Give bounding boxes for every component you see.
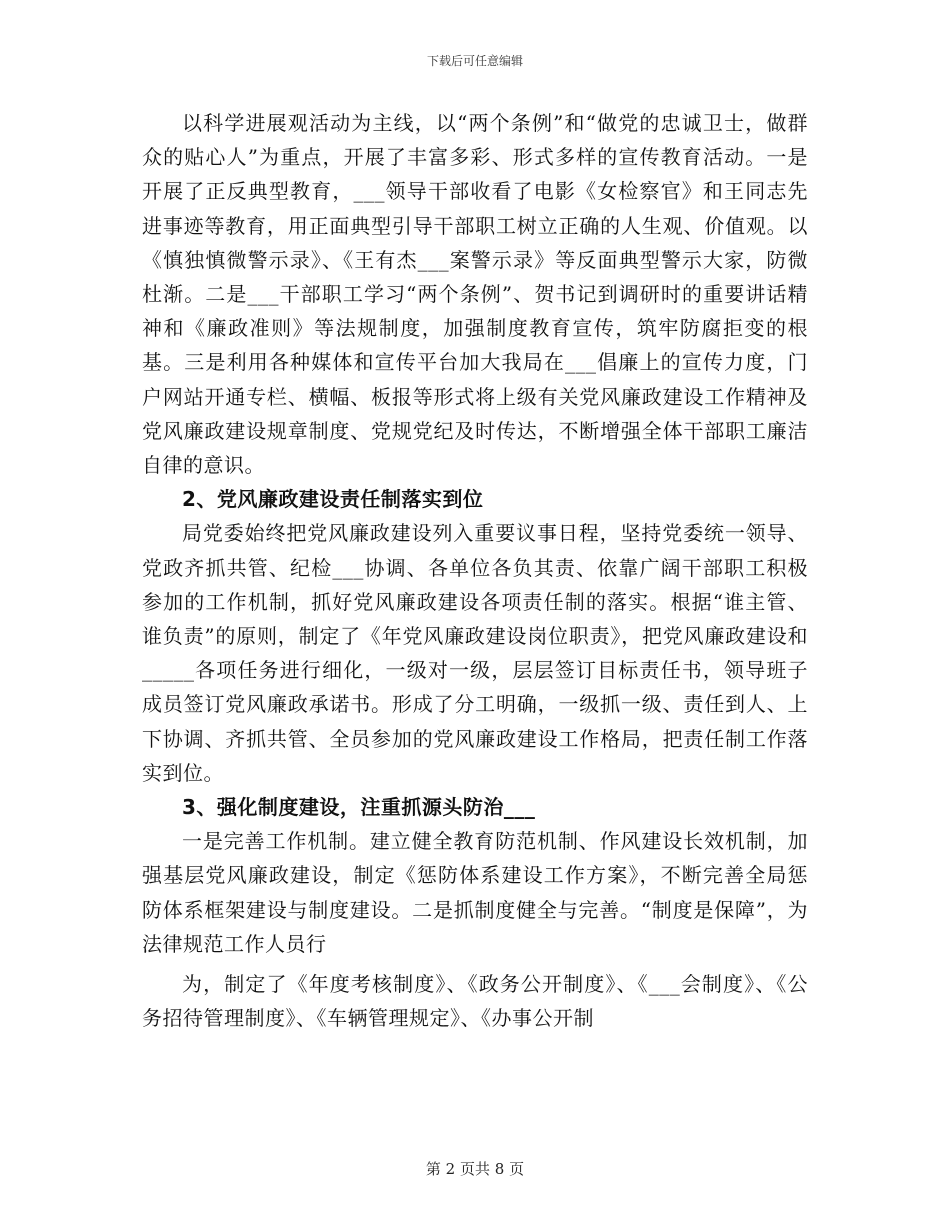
document-body: [142, 106, 808, 1035]
page-header: 下载后可任意编辑: [426, 54, 523, 68]
section-heading-responsibility: 2、党风廉政建设责任制落实到位: [182, 487, 484, 512]
paragraph-system-building: 一是完善工作机制。建立健全教育防范机制、作风建设长效机制，加强基层党风廉政建设，制定《惩防体系建设工作方案》，不断完善全局惩防体系框架建设与制度建设。二是抓制度健全与完善。“制度是保障”，为法律规范工作人员行: [142, 829, 808, 956]
section-heading-system-building: 3、强化制度建设，注重抓源头防治___: [182, 795, 536, 820]
page-number: 第 2 页共 8 页: [425, 1160, 525, 1178]
paragraph-responsibility: 局党委始终把党风廉政建设列入重要议事日程，坚持党委统一领导、党政齐抓共管、纪检___协调、各单位各负其责、依靠广阔干部职工积极参加的工作机制，抓好党风廉政建设各项责任制的落实。根据“谁主管、谁负责”的原则，制定了《年党风廉政建设岗位职责》，把党风廉政建设和_____各项任务进行细化，一级对一级，层层签订目标责任书，领导班子成员签订党风廉政承诺书。形成了分工明确，一级抓一级、责任到人、上下协调、齐抓共管、全员参加的党风廉政建设工作格局，把责任制工作落实到位。: [142, 521, 808, 785]
paragraph-education: 以科学进展观活动为主线，以“两个条例”和“做党的忠诚卫士，做群众的贴心人”为重点，开展了丰富多彩、形式多样的宣传教育活动。一是开展了正反典型教育，___领导干部收看了电影《女检察官》和王同志先进事迹等教育，用正面典型引导干部职工树立正确的人生观、价值观。以《慎独慎微警示录》、《王有杰___案警示录》等反面典型警示大家，防微杜渐。二是___干部职工学习“两个条例”、贺书记到调研时的重要讲话精神和《廉政准则》等法规制度，加强制度教育宣传，筑牢防腐拒变的根基。三是利用各种媒体和宣传平台加大我局在___倡廉上的宣传力度，门户网站开通专栏、横幅、板报等形式将上级有关党风廉政建设工作精神及党风廉政建设规章制度、党规党纪及时传达，不断增强全体干部职工廉洁自律的意识。: [142, 111, 808, 478]
paragraph-regulations: 为，制定了《年度考核制度》、《政务公开制度》、《___会制度》、《公务招待管理制度》、《车辆管理规定》、《办事公开制: [142, 972, 808, 1031]
